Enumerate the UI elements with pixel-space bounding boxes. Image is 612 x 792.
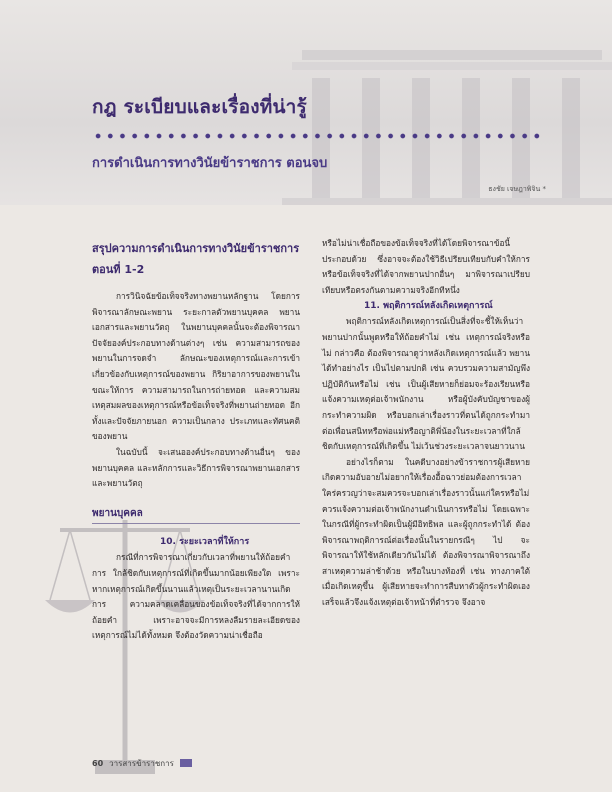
paragraph: อย่างไรก็ตาม ในคดีบางอย่างข้าราชการผู้เสียหายเกิดความอับอายไม่อยากให้เรื่องอื้อฉาวย่อมต้องการเวลาใคร่ครวญว่าจะสมควรจะบอกเล่าเรื่องราวนั้นแก่ใครหรือไม่ ควรแจ้งความต่อเจ้าพนักงานดำเนินการหรือไม่ โดยเฉพาะในกรณีที่ผู้กระทำผิดเป็นผู้มีอิทธิพล และผู้ถูกกระทำได้ ต้องพิจารณาพฤติการณ์ต่อเรื่องนั้นในรายกรณีๆ ไป จะพิจารณาให้ใช้หลักเดียวกันไม่ได้ ต้องพิจารณาพิจารณาถึงสาเหตุความล่าช้าด้วย หรือในบางท้องที่ เช่น ทางภาคใต้ เมื่อเกิดเหตุขึ้น ผู้เสียหายจะทำการสืบหาตัวผู้กระทำผิดเอง เสร็จแล้วจึงแจ้งเหตุต่อเจ้าหน้าที่ตำรวจ จึงอาจ — [322, 456, 530, 608]
paragraph: กรณีที่การพิจารณาเกี่ยวกับเวลาที่พยานให้ถ้อยคำการ ใกล้ชิดกับเหตุการณ์ที่เกิดขึ้นมากน้อยเพียงใด เพราะหากเหตุการณ์เกิดขึ้นนานแล้วเหตุเป็นระยะเวลานานเกิดการ ความคลาดเคลื่อนของข้อเท็จจริงที่ได้จากการให้ถ้อยคำ เพราะอาจจะมีการหลงลืมรายละเอียดของเหตุการณ์ไม่ได้ทั้งหมด จึงต้องวัดความน่าเชื่อถือ — [92, 552, 300, 641]
paragraph: หรือไม่น่าเชื่อถือของข้อเท็จจริงที่ได้โดยพิจารณาข้อนี้ประกอบด้วย ซึ่งอาจจะต้องใช้วิธีเปรียบเทียบกับคำให้การหรือข้อเท็จจริงที่ได้จากพยานปากอื่นๆ มาพิจารณาเปรียบเทียบหรือตรงกันตามความจริงอีกทีหนึ่ง — [322, 238, 530, 295]
paragraph: การวินิจฉัยข้อเท็จจริงทางพยานหลักฐาน โดยการพิจารณาลักษณะพยาน ระยะกาลตัวพยานบุคคล พยานเอกสารและพยานวัตถุ ในพยานบุคคลนั้นจะต้องพิจารณาปัจจัยองค์ประกอบทางด้านต่างๆ เช่น ความสามารถของพยานในการจดจำ ลักษณะของเหตุการณ์และการเข้าเกี่ยวข้องกับเหตุการณ์ของพยาน กิริยาอาการของพยานในขณะให้การ ความสามารถในการถ่ายทอด และความสมเหตุสมผลของเหตุการณ์หรือข้อเท็จจริงที่พยานถ่ายทอด อีกทั้งและปัจจัยภายนอก ความเป็นกลาง ประเภทและทัศนคติของพยาน — [92, 291, 300, 442]
section-heading: สรุปความการดำเนินการทางวินัยข้าราชการ ตอนที่ 1-2 — [92, 242, 300, 276]
section-band: พยานบุคคล — [92, 506, 300, 525]
footer-marker-icon — [180, 759, 192, 767]
author-name: ธงชัย เจษฎาพิจิน * — [488, 185, 546, 193]
paragraph: ในฉบับนี้ จะเสนอองค์ประกอบทางด้านอื่นๆ ของพยานบุคคล และหลักการและวิธีการพิจารณาพยานเอกสารและพยานวัตถุ — [92, 446, 300, 489]
publication-name: วารสารข้าราชการ — [109, 758, 174, 768]
right-column — [322, 236, 530, 611]
page-title: กฎ ระเบียบและเรื่องที่น่ารู้ — [92, 96, 307, 118]
subsection-heading-10: 10. ระยะเวลาที่ให้การ — [160, 537, 250, 548]
left-column — [92, 238, 300, 644]
page-footer — [92, 757, 192, 769]
article-subtitle: การดำเนินการทางวินัยข้าราชการ ตอนจบ — [92, 156, 328, 171]
courthouse-illustration — [282, 20, 612, 205]
dotted-divider — [92, 132, 542, 140]
page-number: 60 — [92, 758, 104, 768]
paragraph: พฤติการณ์หลังเกิดเหตุการณ์เป็นสิ่งที่จะชี้ให้เห็นว่า พยานปากนั้นพูดหรือให้ถ้อยคำไม่ เช่น เหตุการณ์จริงหรือไม่ กล่าวคือ ต้องพิจารณาดูว่าหลังเกิดเหตุการณ์แล้ว พยานได้ทำอย่างไร เป็นไปตามปกติ เช่น ควบรวมความสามัญพึงปฏิบัติกันหรือไม่ เช่น เป็นผู้เสียหายก็ย่อมจะร้องเรียนหรือแจ้งความเหตุต่อเจ้าพนักงาน หรือผู้บังคับบัญชาของผู้กระทำความผิด หรือบอกเล่าเรื่องราวที่ตนได้ถูกกระทำมาต่อเพื่อนสนิทหรือพ่อแม่หรือญาติพี่น้องในระยะเวลาที่ใกล้ชิดกับเหตุการณ์ที่เกิดขึ้น ไม่เว้นช่วงระยะเวลาจนยาวนาน — [322, 316, 530, 452]
subsection-heading-11: 11. พฤติการณ์หลังเกิดเหตุการณ์ — [364, 301, 493, 312]
